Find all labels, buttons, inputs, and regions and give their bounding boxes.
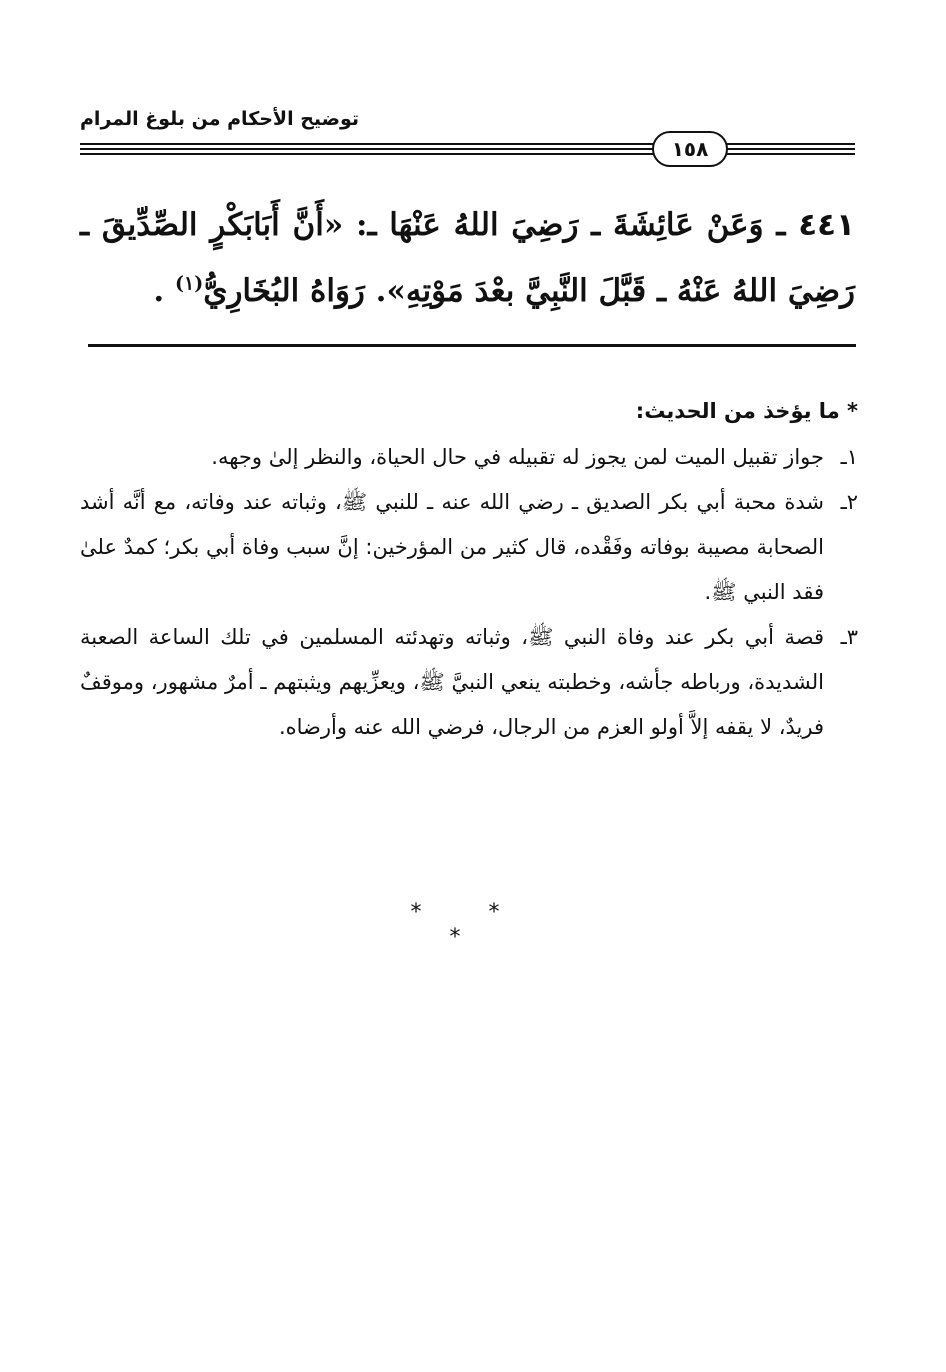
hadith-end: . bbox=[153, 273, 165, 309]
section-divider bbox=[88, 344, 856, 347]
hadith-text: وَعَنْ عَائِشَةَ ـ رَضِيَ اللهُ عَنْهَا ـ: «أَنَّ أَبَابَكْرٍ الصِّدِّيقَ ـ رَضِيَ اللهُ عَنْهُ ـ قَبَّلَ النَّبِيَّ بعْدَ مَوْتِهِ». رَوَاهُ البُخَارِيُّ bbox=[80, 207, 855, 309]
lesson-text: جواز تقبيل الميت لمن يجوز له تقبيله في حال الحياة، والنظر إلىٰ وجهه. bbox=[211, 445, 824, 469]
lesson-text: شدة محبة أبي بكر الصديق ـ رضي الله عنه ـ للنبي ﷺ، وثباته عند وفاته، مع أنَّه أشد الصحابة مصيبة بوفاته وفَقْده، قال كثير من المؤرخين: إنَّ سبب وفاة أبي بكر؛ كمدٌ علىٰ فقد النبي ﷺ. bbox=[80, 490, 824, 604]
lesson-item bbox=[80, 615, 858, 750]
lesson-number: ٢ـ bbox=[840, 490, 858, 514]
hadith-number-dash: ـ bbox=[776, 207, 786, 243]
section-separator-stars: * * * bbox=[410, 900, 530, 950]
lesson-number: ١ـ bbox=[840, 445, 858, 469]
page-number: ١٥٨ bbox=[652, 131, 728, 167]
lesson-item bbox=[80, 480, 858, 615]
header-rule bbox=[80, 153, 855, 155]
hadith-text-block bbox=[80, 192, 855, 324]
header-rule bbox=[80, 148, 855, 150]
header-rule bbox=[80, 143, 855, 145]
lessons-heading: * ما يؤخذ من الحديث: bbox=[635, 399, 858, 423]
lesson-text: قصة أبي بكر عند وفاة النبي ﷺ، وثباته وتهدئته المسلمين في تلك الساعة الصعبة الشديدة، ورباطه جأشه، وخطبته ينعي النبيَّ ﷺ، ويعزِّيهم ويثبتهم ـ أمرٌ مشهور، وموقفٌ فريدٌ، لا يقفه إلاَّ أولو العزم من الرجال، فرضي الله عنه وأرضاه. bbox=[80, 625, 824, 739]
lesson-number: ٣ـ bbox=[840, 625, 858, 649]
running-title-text: توضيح الأحكام من بلوغ المرام bbox=[80, 108, 360, 130]
hadith-number: ٤٤١ bbox=[798, 207, 856, 243]
running-title bbox=[80, 108, 370, 130]
lesson-item bbox=[80, 435, 858, 480]
lessons-section bbox=[80, 393, 858, 750]
footnote-reference: (١) bbox=[174, 272, 204, 295]
